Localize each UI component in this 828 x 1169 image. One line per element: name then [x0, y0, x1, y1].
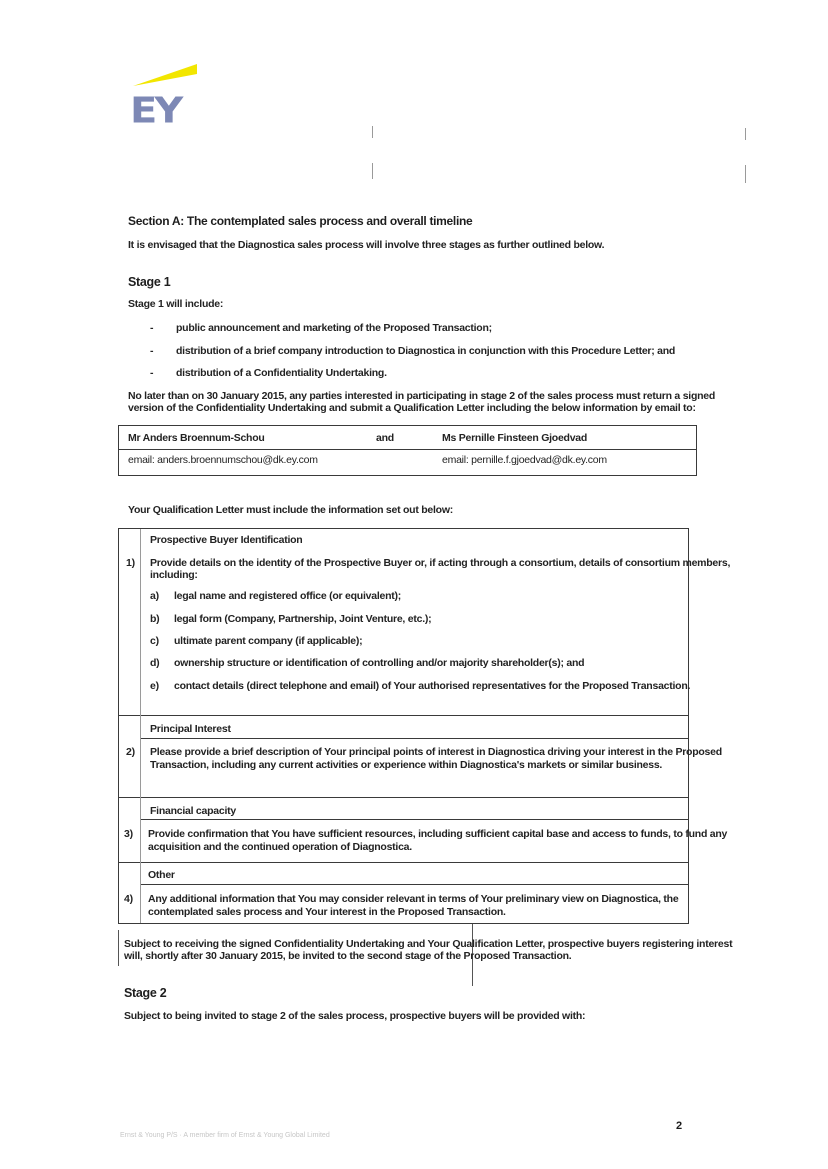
table-divider — [140, 738, 689, 739]
sub-item-text: ownership structure or identification of controlling and/or majority shareholder(s); and — [174, 657, 585, 669]
table-column-line — [140, 529, 141, 923]
contact-left-email[interactable]: email: anders.broennumschou@dk.ey.com — [128, 454, 318, 466]
contact-left-name: Mr Anders Broennum-Schou — [128, 432, 265, 444]
item-number: 4) — [124, 893, 133, 905]
subject-text-line2: will, shortly after 30 January 2015, be invited to the second stage of the Proposed Transaction. — [124, 950, 572, 962]
other-text-line1: Any additional information that You may consider relevant in terms of Your preliminary view on Diagnostica, the — [148, 893, 679, 905]
item-number: 3) — [124, 828, 133, 840]
scan-mark — [372, 163, 373, 179]
subject-text-line1: Subject to receiving the signed Confidentiality Undertaking and Your Qualification Letter, prospective buyers registering interest — [124, 938, 733, 950]
stage1-bullet: distribution of a Confidentiality Undertaking. — [176, 367, 387, 379]
sub-item-text: ultimate parent company (if applicable); — [174, 635, 363, 647]
buyer-id-title: Prospective Buyer Identification — [150, 534, 303, 546]
sub-item-text: legal form (Company, Partnership, Joint Venture, etc.); — [174, 613, 432, 625]
stage1-lead: Stage 1 will include: — [128, 298, 224, 310]
ey-logo-beam-icon — [133, 63, 197, 87]
contacts-divider — [118, 449, 697, 450]
deadline-text-line2: version of the Confidentiality Undertaking and submit a Qualification Letter including the below information by email to: — [128, 402, 696, 414]
table-divider — [140, 884, 689, 885]
sub-item-letter: c) — [150, 635, 159, 647]
sub-item-text: contact details (direct telephone and email) of Your authorised representatives for the Proposed Transaction. — [174, 680, 691, 692]
buyer-id-text-line1: Provide details on the identity of the Prospective Buyer or, if acting through a consortium, details of consortium members, — [150, 557, 731, 569]
ey-logo: EY — [130, 90, 181, 132]
sub-item-letter: e) — [150, 680, 159, 692]
stage1-heading: Stage 1 — [128, 275, 171, 289]
section-title: Section A: The contemplated sales process and overall timeline — [128, 214, 473, 228]
buyer-id-text-line2: including: — [150, 569, 198, 581]
contact-connector: and — [376, 432, 394, 444]
sub-item-text: legal name and registered office (or equivalent); — [174, 590, 401, 602]
financial-text-line2: acquisition and the continued operation of Diagnostica. — [148, 841, 412, 853]
table-divider — [140, 819, 689, 820]
principal-text-line2: Transaction, including any current activities or experience within Diagnostica's markets or similar business. — [150, 759, 663, 771]
contact-right-email[interactable]: email: pernille.f.gjoedvad@dk.ey.com — [442, 454, 607, 466]
financial-title: Financial capacity — [150, 805, 236, 817]
bullet-dash: - — [150, 322, 154, 334]
table-divider — [118, 715, 689, 716]
other-title: Other — [148, 869, 175, 881]
deadline-text-line1: No later than on 30 January 2015, any parties interested in participating in stage 2 of the sales process must return a signed — [128, 390, 716, 402]
item-number: 1) — [126, 557, 135, 569]
margin-bar — [118, 930, 119, 966]
sub-item-letter: d) — [150, 657, 160, 669]
financial-text-line1: Provide confirmation that You have sufficient resources, including sufficient capital base and access to funds, to fund any — [148, 828, 728, 840]
footer-legal: Ernst & Young P/S · A member firm of Ernst & Young Global Limited — [120, 1132, 330, 1139]
stage1-bullet: public announcement and marketing of the Proposed Transaction; — [176, 322, 492, 334]
bullet-dash: - — [150, 345, 154, 357]
other-text-line2: contemplated sales process and Your interest in the Proposed Transaction. — [148, 906, 506, 918]
contact-right-name: Ms Pernille Finsteen Gjoedvad — [442, 432, 588, 444]
scan-mark — [745, 165, 746, 183]
scan-mark — [372, 126, 373, 138]
scan-mark — [745, 128, 746, 140]
table-divider — [118, 862, 689, 863]
stage2-heading: Stage 2 — [124, 986, 167, 1000]
principal-text-line1: Please provide a brief description of Your principal points of interest in Diagnostica driving your interest in the Proposed — [150, 746, 722, 758]
sub-item-letter: b) — [150, 613, 160, 625]
bullet-dash: - — [150, 367, 154, 379]
item-number: 2) — [126, 746, 135, 758]
qualification-intro: Your Qualification Letter must include the information set out below: — [128, 504, 453, 516]
page-number: 2 — [676, 1120, 683, 1132]
sub-item-letter: a) — [150, 590, 159, 602]
stage1-bullet: distribution of a brief company introduction to Diagnostica in conjunction with this Procedure Letter; and — [176, 345, 676, 357]
intro-text: It is envisaged that the Diagnostica sales process will involve three stages as further outlined below. — [128, 239, 605, 251]
principal-title: Principal Interest — [150, 723, 231, 735]
stage2-lead: Subject to being invited to stage 2 of the sales process, prospective buyers will be provided with: — [124, 1010, 586, 1022]
table-divider — [118, 797, 689, 798]
